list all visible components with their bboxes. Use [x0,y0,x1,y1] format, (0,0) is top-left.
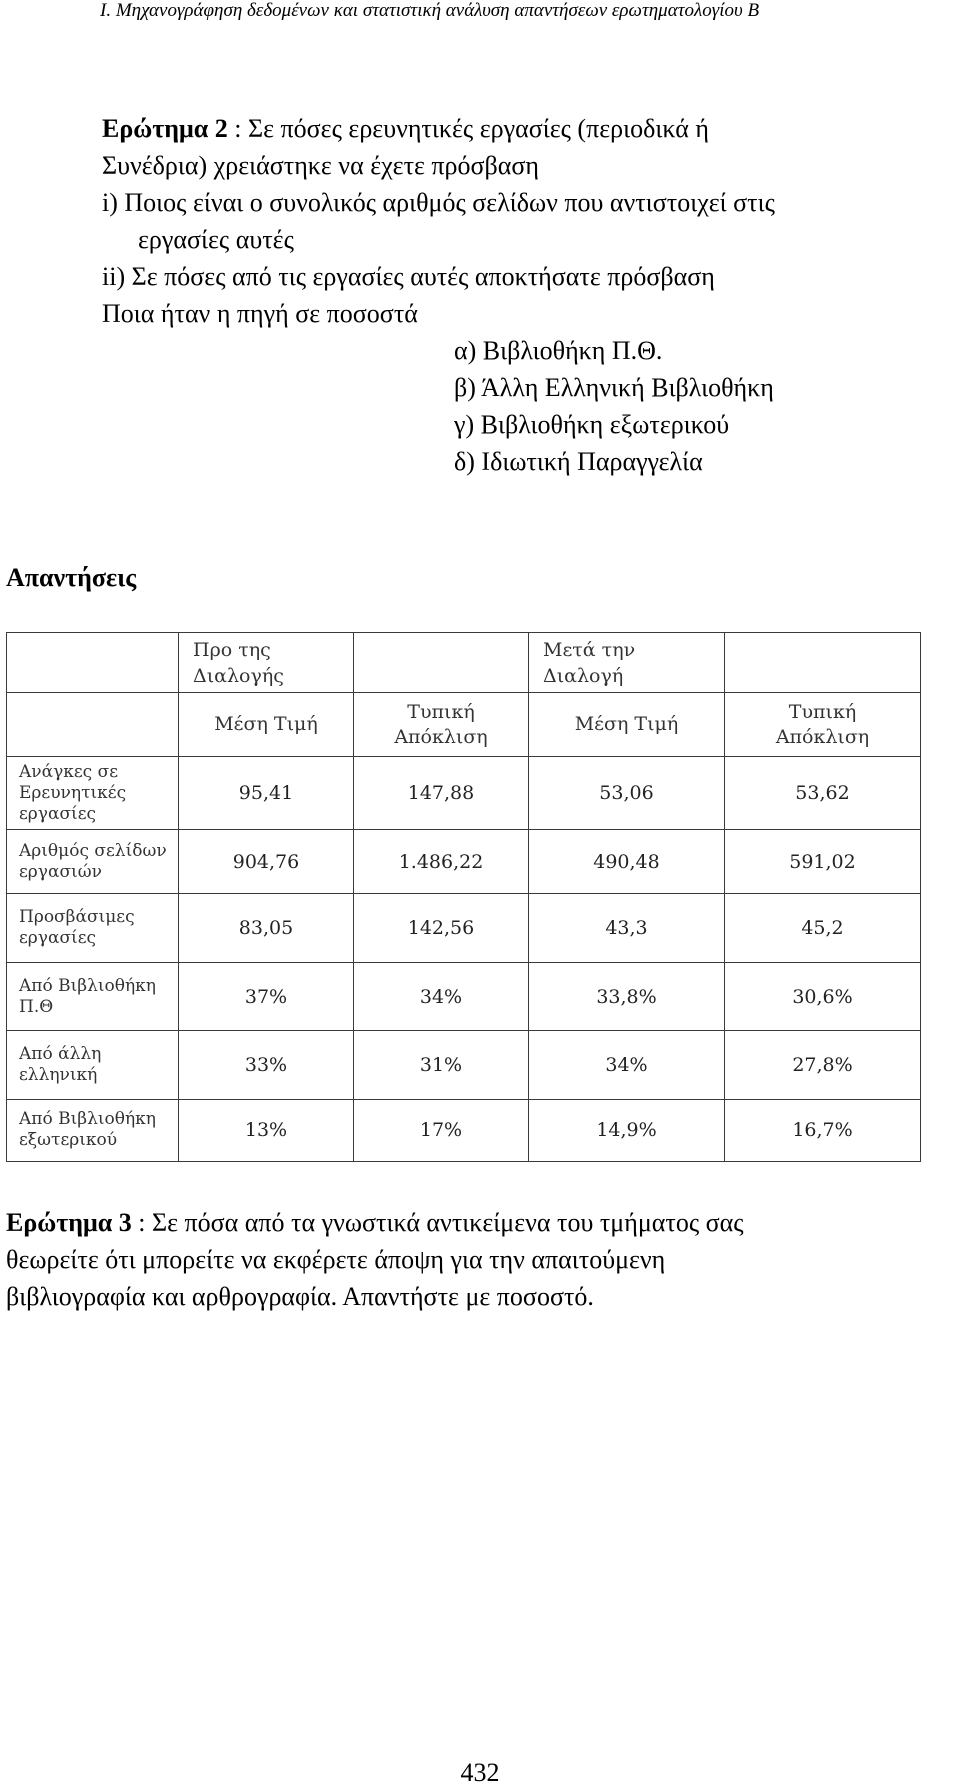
group-before-blank [354,633,529,693]
option-c: γ) Βιβλιοθήκη εξωτερικού [454,410,730,439]
corner-cell-2 [7,693,179,757]
row-label: Αριθμός σελίδων εργασιών [7,830,179,894]
table-cell: 53,06 [529,757,725,830]
question-2-text: : Σε πόσες ερευνητικές εργασίες (περιοδικά ή [227,114,709,143]
table-cell: 1.486,22 [354,830,529,894]
col-mean-after: Μέση Τιμή [529,693,725,757]
table-cell: 53,62 [725,757,921,830]
question-3-line-3: βιβλιογραφία και αρθρογραφία. Απαντήστε με ποσοστό. [6,1282,594,1311]
table-row [7,894,921,962]
group-after-blank [725,633,921,693]
table-cell: 16,7% [725,1099,921,1161]
answers-heading: Απαντήσεις [6,563,137,592]
option-b: β) Άλλη Ελληνική Βιβλιοθήκη [454,373,774,402]
question-2-line-2: Συνέδρια) χρειάστηκε να έχετε πρόσβαση [102,151,540,180]
question-3 [6,1204,951,1315]
group-before-sorting: Προ της Διαλογής [179,633,354,693]
table-row [7,757,921,830]
table-row [7,962,921,1030]
table-row [7,1031,921,1099]
row-label: Από Βιβλιοθήκη Π.Θ [7,962,179,1030]
table-row [7,830,921,894]
table-cell: 17% [354,1099,529,1161]
col-sd-before: Τυπική Απόκλιση [354,693,529,757]
table-cell: 37% [179,962,354,1030]
table-cell: 142,56 [354,894,529,962]
table-cell: 33,8% [529,962,725,1030]
results-table [6,632,921,1162]
row-label: Από Βιβλιοθήκη εξωτερικού [7,1099,179,1161]
question-2-line-1 [102,110,942,147]
table-cell: 490,48 [529,830,725,894]
question-2-heading: Ερώτημα 2 [102,114,228,143]
table-cell: 33% [179,1031,354,1099]
option-a: α) Βιβλιοθήκη Π.Θ. [454,336,663,365]
question-2-line-6: Ποια ήταν η πηγή σε ποσοστά [102,299,418,328]
table-cell: 30,6% [725,962,921,1030]
question-2-line-5: ii) Σε πόσες από τις εργασίες αυτές αποκτήσατε πρόσβαση [102,262,715,291]
row-label: Από άλλη ελληνική [7,1031,179,1099]
corner-cell [7,633,179,693]
table-cell: 904,76 [179,830,354,894]
table-row [7,1099,921,1161]
table-cell: 83,05 [179,894,354,962]
question-3-line-1 [6,1204,951,1241]
table-cell: 95,41 [179,757,354,830]
question-2-line-4: εργασίες αυτές [138,225,294,254]
results-table-wrapper [6,632,920,1162]
table-cell: 45,2 [725,894,921,962]
question-3-line-2: θεωρείτε ότι μπορείτε να εκφέρετε άποψη για την απαιτούμενη [6,1245,666,1274]
col-sd-after: Τυπική Απόκλιση [725,693,921,757]
page-number: 432 [460,1758,500,1787]
table-cell: 34% [529,1031,725,1099]
table-cell: 147,88 [354,757,529,830]
table-cell: 14,9% [529,1099,725,1161]
question-2-line-3: i) Ποιος είναι ο συνολικός αριθμός σελίδων που αντιστοιχεί στις [102,188,775,217]
row-label: Ανάγκες σε Ερευνητικές εργασίες [7,757,179,830]
row-label: Προσβάσιμες εργασίες [7,894,179,962]
table-cell: 43,3 [529,894,725,962]
option-d: δ) Ιδιωτική Παραγγελία [454,447,703,476]
table-cell: 31% [354,1031,529,1099]
group-after-sorting: Μετά την Διαλογή [529,633,725,693]
question-2 [102,110,942,480]
table-cell: 13% [179,1099,354,1161]
running-head: Ι. Μηχανογράφηση δεδομένων και στατιστική ανάλυση απαντήσεων ερωτηματολογίου Β [100,0,760,21]
table-cell: 34% [354,962,529,1030]
col-mean-before: Μέση Τιμή [179,693,354,757]
table-cell: 591,02 [725,830,921,894]
question-3-text: : Σε πόσα από τα γνωστικά αντικείμενα του τμήματος σας [131,1208,744,1237]
question-3-heading: Ερώτημα 3 [6,1208,132,1237]
table-cell: 27,8% [725,1031,921,1099]
